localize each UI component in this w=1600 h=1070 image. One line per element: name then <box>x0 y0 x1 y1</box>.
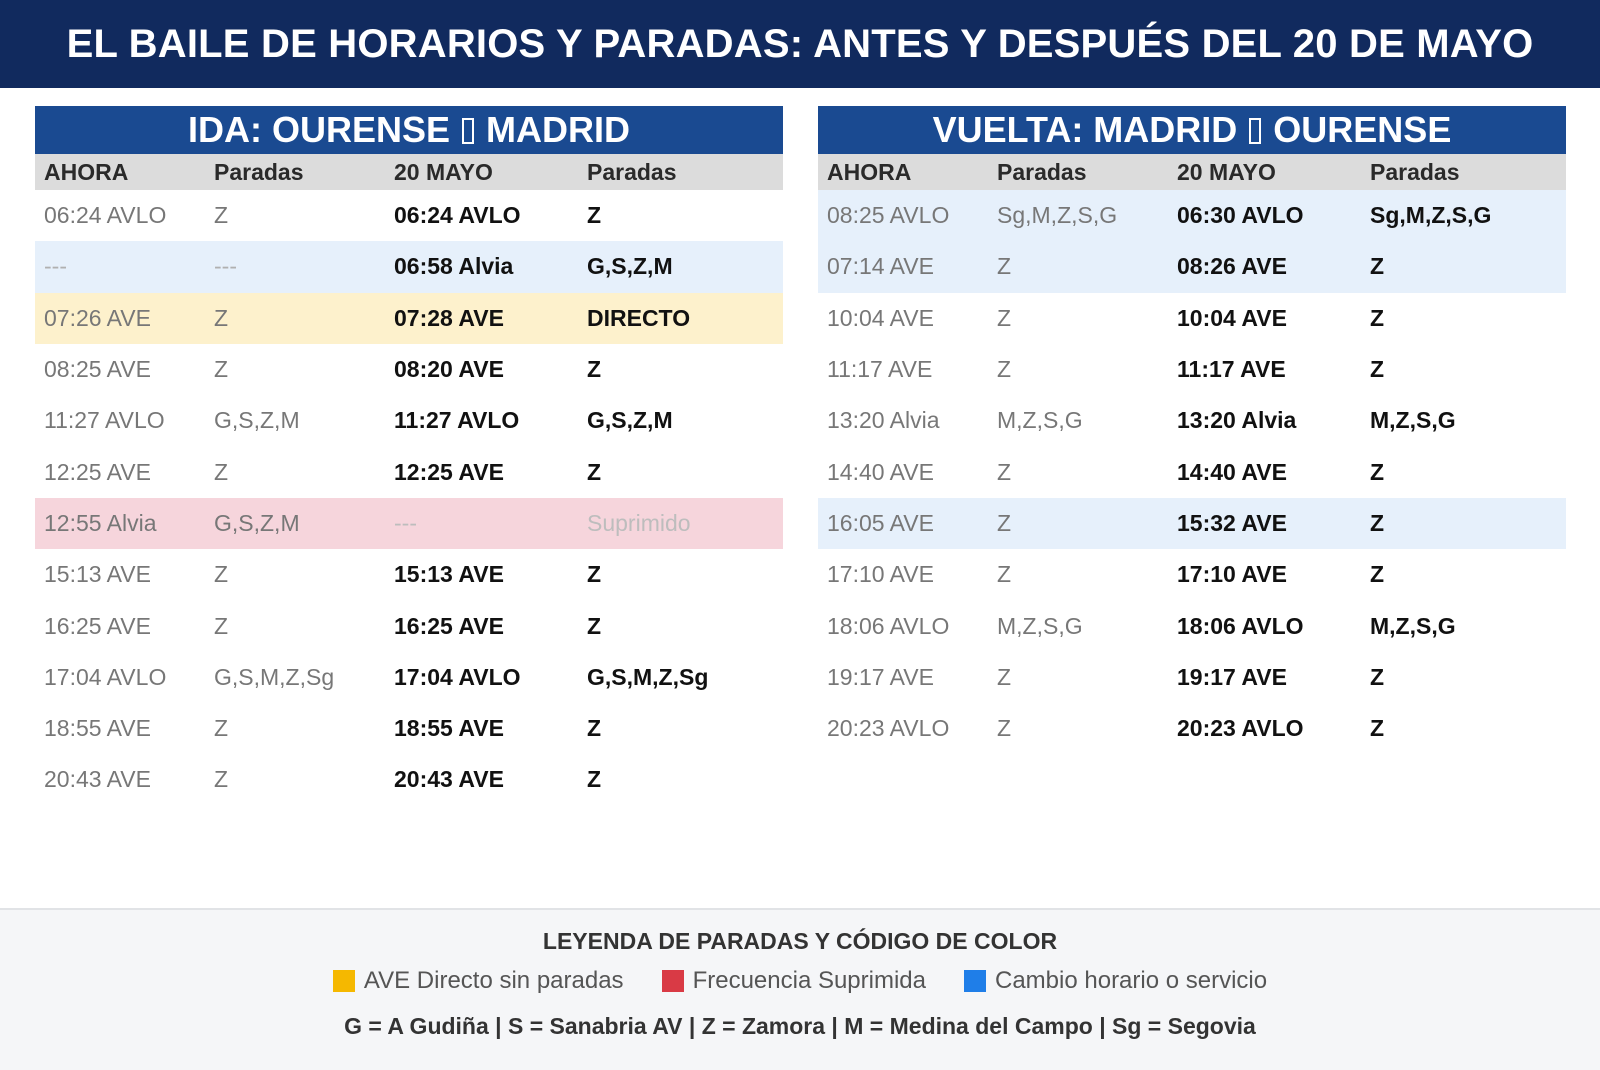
cell-now: 20:23 AVLO <box>827 715 950 742</box>
cell-new: 11:17 AVE <box>1177 356 1286 383</box>
page-title: EL BAILE DE HORARIOS Y PARADAS: ANTES Y DESPUÉS DEL 20 DE MAYO <box>66 21 1534 66</box>
vuelta-panel <box>818 106 1566 754</box>
cell-now: 14:40 AVE <box>827 458 934 485</box>
cell-now: 08:25 AVE <box>44 356 151 383</box>
table-row <box>818 446 1566 497</box>
ida-column-headers <box>35 154 783 190</box>
column-header-now: AHORA <box>44 158 129 185</box>
cell-stops-now: G,S,M,Z,Sg <box>214 663 335 690</box>
cell-stops-new: M,Z,S,G <box>1370 407 1456 434</box>
cell-now: --- <box>44 253 67 280</box>
ida-panel <box>35 106 783 806</box>
legend-item-direct <box>333 967 624 995</box>
table-row <box>35 652 783 703</box>
cell-now: 12:55 Alvia <box>44 509 157 536</box>
cell-new: 16:25 AVE <box>394 612 504 639</box>
vuelta-title-to: OURENSE <box>1273 109 1452 150</box>
cell-now: 18:55 AVE <box>44 715 151 742</box>
vuelta-table-body <box>818 190 1566 754</box>
cell-stops-now: Z <box>997 561 1012 588</box>
cell-new: 06:30 AVLO <box>1177 202 1304 229</box>
cell-new: 08:26 AVE <box>1177 253 1287 280</box>
cell-now: 16:25 AVE <box>44 612 151 639</box>
cell-now: 18:06 AVLO <box>827 612 950 639</box>
cell-new: 08:20 AVE <box>394 356 504 383</box>
cell-stops-new: Z <box>1370 561 1385 588</box>
cell-stops-now: Z <box>214 356 229 383</box>
table-row <box>818 241 1566 292</box>
cell-stops-now: G,S,Z,M <box>214 509 300 536</box>
cell-stops-now: Z <box>214 202 229 229</box>
table-row <box>818 190 1566 241</box>
cell-stops-now: Z <box>214 612 229 639</box>
cell-new: 20:23 AVLO <box>1177 715 1304 742</box>
legend-item-changed <box>964 967 1267 995</box>
cell-new: 17:10 AVE <box>1177 561 1287 588</box>
cell-stops-now: Z <box>997 253 1012 280</box>
cell-stops-new: Z <box>587 766 602 793</box>
cell-now: 13:20 Alvia <box>827 407 940 434</box>
cell-stops-now: Z <box>997 715 1012 742</box>
ida-panel-title <box>35 106 783 154</box>
table-row <box>818 652 1566 703</box>
table-row <box>35 446 783 497</box>
table-row <box>818 600 1566 651</box>
cell-new: 20:43 AVE <box>394 766 504 793</box>
cell-new: 11:27 AVLO <box>394 407 520 434</box>
table-row <box>35 549 783 600</box>
legend-label-changed: Cambio horario o servicio <box>995 967 1268 994</box>
cell-stops-now: Z <box>214 715 229 742</box>
arrow-icon <box>462 118 474 144</box>
arrow-icon <box>1249 118 1261 144</box>
cell-stops-now: Z <box>997 356 1012 383</box>
cell-stops-new: G,S,M,Z,Sg <box>587 663 709 690</box>
cell-now: 12:25 AVE <box>44 458 151 485</box>
cell-new: 15:13 AVE <box>394 561 504 588</box>
cell-stops-now: G,S,Z,M <box>214 407 300 434</box>
cell-new: 19:17 AVE <box>1177 663 1287 690</box>
column-header-stops-new: Paradas <box>1370 158 1460 185</box>
cell-stops-now: Z <box>214 561 229 588</box>
cell-stops-new: G,S,Z,M <box>587 253 673 280</box>
table-row <box>818 703 1566 754</box>
cell-stops-now: Z <box>997 458 1012 485</box>
cell-new: 10:04 AVE <box>1177 304 1287 331</box>
cell-stops-now: Z <box>997 509 1012 536</box>
cell-new: 17:04 AVLO <box>394 663 521 690</box>
cell-stops-new: Z <box>587 356 602 383</box>
column-header-now: AHORA <box>827 158 912 185</box>
cell-stops-new: M,Z,S,G <box>1370 612 1456 639</box>
cell-now: 17:04 AVLO <box>44 663 167 690</box>
table-row <box>818 344 1566 395</box>
cell-new: --- <box>394 509 417 536</box>
cell-stops-now: M,Z,S,G <box>997 407 1083 434</box>
cell-new: 18:55 AVE <box>394 715 504 742</box>
cell-new: 15:32 AVE <box>1177 509 1287 536</box>
legend-label-direct: AVE Directo sin paradas <box>363 967 624 994</box>
table-row <box>35 344 783 395</box>
table-row <box>35 703 783 754</box>
cell-stops-now: Sg,M,Z,S,G <box>997 202 1118 229</box>
ida-title-from: IDA: OURENSE <box>187 109 451 150</box>
table-row <box>818 498 1566 549</box>
vuelta-column-headers <box>818 154 1566 190</box>
column-header-stops-now: Paradas <box>214 158 304 185</box>
cell-new: 07:28 AVE <box>394 304 504 331</box>
cell-now: 15:13 AVE <box>44 561 151 588</box>
cell-now: 11:17 AVE <box>827 356 933 383</box>
cell-stops-new: Z <box>587 458 602 485</box>
table-row <box>35 241 783 292</box>
cell-stops-new: Z <box>1370 304 1385 331</box>
cell-stops-new: G,S,Z,M <box>587 407 673 434</box>
cell-stops-new: Z <box>1370 715 1385 742</box>
cell-new: 06:24 AVLO <box>394 202 521 229</box>
cell-new: 13:20 Alvia <box>1177 407 1297 434</box>
cell-new: 14:40 AVE <box>1177 458 1287 485</box>
cell-now: 07:26 AVE <box>44 304 151 331</box>
legend-swatch-changed <box>964 970 986 992</box>
table-row <box>35 395 783 446</box>
cell-now: 06:24 AVLO <box>44 202 167 229</box>
legend-stops-key: G = A Gudiña | S = Sanabria AV | Z = Zamora | M = Medina del Campo | Sg = Segovia <box>344 1013 1256 1039</box>
legend-label-suppressed: Frecuencia Suprimida <box>692 967 926 994</box>
table-row <box>35 498 783 549</box>
table-row <box>818 549 1566 600</box>
cell-now: 19:17 AVE <box>827 663 934 690</box>
cell-now: 10:04 AVE <box>827 304 934 331</box>
cell-new: 12:25 AVE <box>394 458 504 485</box>
cell-stops-now: Z <box>214 304 229 331</box>
column-header-new: 20 MAYO <box>1177 158 1276 185</box>
cell-now: 11:27 AVLO <box>44 407 165 434</box>
cell-stops-new: Z <box>587 202 602 229</box>
table-row <box>818 395 1566 446</box>
ida-title-to: MADRID <box>486 109 630 150</box>
cell-stops-new: Z <box>587 715 602 742</box>
column-header-stops-new: Paradas <box>587 158 677 185</box>
cell-now: 20:43 AVE <box>44 766 151 793</box>
cell-stops-now: --- <box>214 253 237 280</box>
cell-stops-now: Z <box>997 304 1012 331</box>
legend-item-suppressed <box>662 967 926 995</box>
legend <box>0 908 1600 1070</box>
legend-swatch-direct <box>333 970 355 992</box>
table-row <box>35 754 783 805</box>
cell-stops-new: Z <box>1370 356 1385 383</box>
table-row <box>818 293 1566 344</box>
legend-title: LEYENDA DE PARADAS Y CÓDIGO DE COLOR <box>542 928 1058 954</box>
cell-new: 18:06 AVLO <box>1177 612 1304 639</box>
cell-stops-new: Z <box>1370 253 1385 280</box>
cell-now: 08:25 AVLO <box>827 202 950 229</box>
cell-stops-new: Suprimido <box>587 509 691 536</box>
column-header-new: 20 MAYO <box>394 158 493 185</box>
cell-stops-new: Z <box>587 612 602 639</box>
cell-stops-new: Z <box>1370 663 1385 690</box>
cell-stops-new: Z <box>587 561 602 588</box>
cell-stops-now: Z <box>997 663 1012 690</box>
cell-stops-now: M,Z,S,G <box>997 612 1083 639</box>
cell-stops-new: Z <box>1370 509 1385 536</box>
cell-stops-new: Z <box>1370 458 1385 485</box>
cell-now: 07:14 AVE <box>827 253 934 280</box>
vuelta-title-from: VUELTA: MADRID <box>932 109 1238 150</box>
ida-table-body <box>35 190 783 806</box>
legend-swatch-suppressed <box>662 970 684 992</box>
cell-now: 17:10 AVE <box>827 561 934 588</box>
cell-now: 16:05 AVE <box>827 509 934 536</box>
cell-stops-now: Z <box>214 766 229 793</box>
vuelta-panel-title <box>818 106 1566 154</box>
table-row <box>35 600 783 651</box>
table-row <box>35 190 783 241</box>
cell-stops-new: DIRECTO <box>587 304 691 331</box>
table-row <box>35 293 783 344</box>
column-header-stops-now: Paradas <box>997 158 1087 185</box>
page-header <box>0 0 1600 88</box>
cell-stops-new: Sg,M,Z,S,G <box>1370 202 1492 229</box>
legend-items <box>0 967 1600 995</box>
cell-stops-now: Z <box>214 458 229 485</box>
cell-new: 06:58 Alvia <box>394 253 514 280</box>
